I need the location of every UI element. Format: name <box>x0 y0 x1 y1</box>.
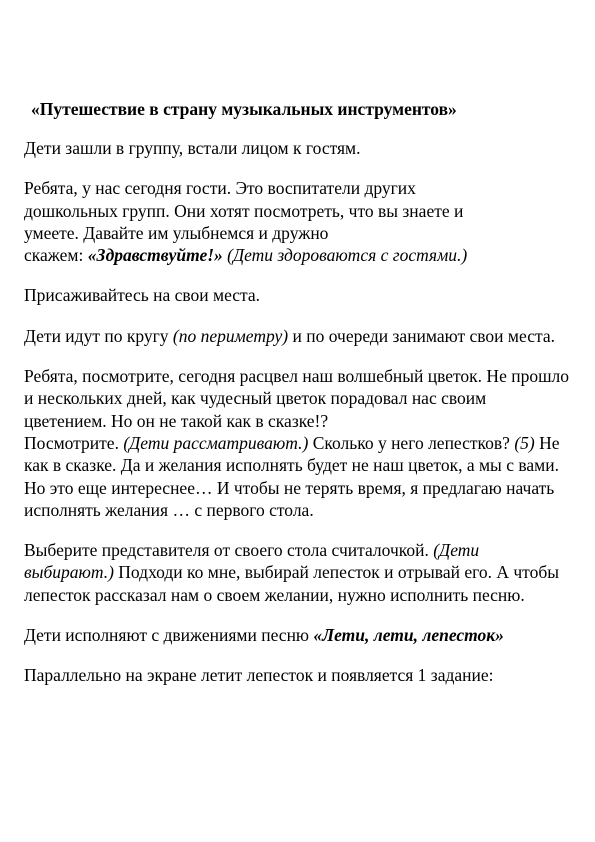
flower-intro: Ребята, посмотрите, сегодня расцвел наш волшебный цветок. Не прошло и нескольких дней, как чудесный цветок порадовал нас своим цветением. Но он не такой как в сказке!? <box>24 366 570 431</box>
song-title: «Лети, лети, лепесток» <box>313 625 504 646</box>
sit-down-text: Присаживайтесь на свои места. <box>24 285 261 306</box>
choose-end: Подходи ко мне, выбирай лепесток и отрывай его. А чтобы лепесток рассказал нам о своем желании, нужно исполнить песню. <box>24 562 559 605</box>
greeting-line-2: дошкольных групп. Они хотят посмотреть, что вы знаете и <box>24 200 464 221</box>
choose-start: Выберите представителя от своего стола считалочкой. <box>24 540 434 561</box>
greeting-stage-direction: (Дети здороваются с гостями.) <box>222 245 468 266</box>
flower-answer: (5) <box>514 432 535 453</box>
flower-question: Сколько у него лепестков? <box>308 432 515 453</box>
paragraph-task <box>24 664 572 686</box>
greeting-line-3: умеете. Давайте им улыбнемся и дружно <box>24 222 329 243</box>
greeting-line-1: Ребята, у нас сегодня гости. Это воспитатели других <box>24 178 416 199</box>
paragraph-song <box>24 624 572 646</box>
greeting-line-4-start: скажем: <box>24 245 88 266</box>
paragraph-flower <box>24 365 572 521</box>
paragraph-take-seats <box>24 325 572 347</box>
paragraph-choose <box>24 539 572 606</box>
flower-outro: Не как в сказке. Да и желания исполнять будет не наш цветок, а мы с вами. Но это еще интереснее… И чтобы не терять время, я предлагаю начать исполнять желания … с первого стола. <box>24 432 560 520</box>
paragraph-sit-down <box>24 284 572 306</box>
choose-direction: (Дети выбирают.) <box>24 540 480 583</box>
take-seats-start: Дети идут по кругу <box>24 325 173 346</box>
entrance-text: Дети зашли в группу, встали лицом к гостям. <box>24 138 361 158</box>
flower-look: Посмотрите. <box>24 432 124 453</box>
paragraph-entrance <box>24 137 572 159</box>
paragraph-greeting <box>24 177 572 266</box>
song-intro: Дети исполняют с движениями песню <box>24 625 314 646</box>
take-seats-end: и по очереди занимают свои места. <box>288 325 555 346</box>
greeting-phrase: «Здравствуйте!» <box>87 245 223 266</box>
task-text: Параллельно на экране летит лепесток и появляется 1 задание: <box>24 665 494 686</box>
take-seats-direction: (по периметру) <box>172 325 289 346</box>
document-page <box>24 98 572 705</box>
document-title: «Путешествие в страну музыкальных инструментов» <box>31 99 457 119</box>
flower-direction: (Дети рассматривают.) <box>123 432 309 453</box>
